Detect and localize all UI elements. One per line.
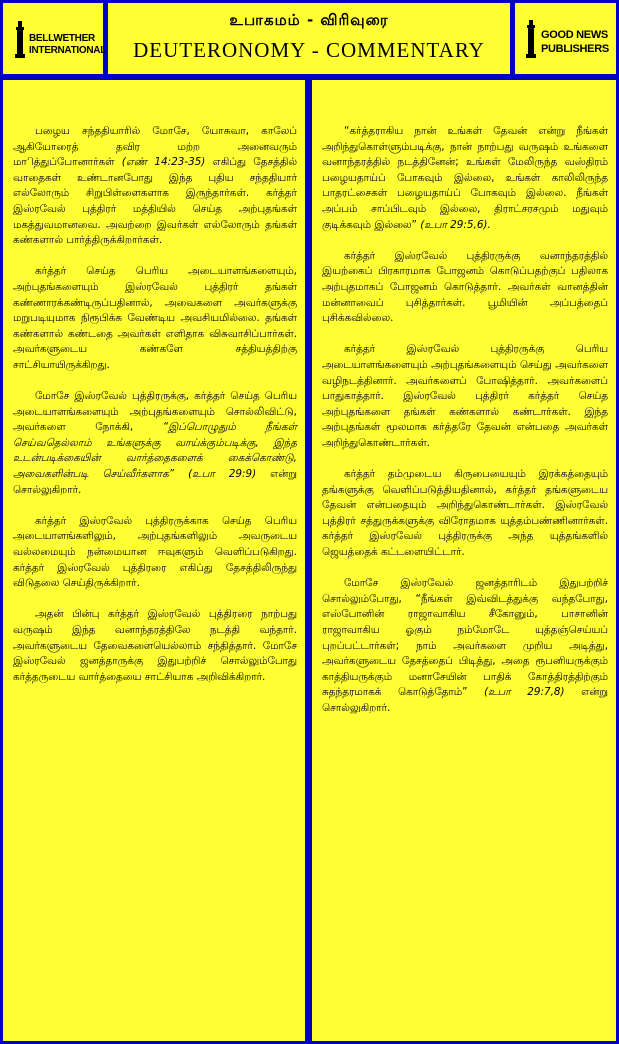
left-paragraph-4 bbox=[13, 514, 297, 592]
good-news-logo bbox=[523, 19, 609, 59]
right-paragraph-3 bbox=[322, 342, 608, 451]
right-paragraph-4 bbox=[322, 467, 608, 561]
left-paragraph-5 bbox=[13, 607, 297, 685]
right-column-text bbox=[322, 124, 608, 732]
page-title-tamil: உபாகமம் - விரிவுரை bbox=[229, 11, 389, 29]
right-column bbox=[312, 80, 616, 1041]
bellwether-tower-icon bbox=[13, 19, 27, 59]
paragraph-text: மோசே இஸ்ரவேல் புத்திரருக்கு, கர்த்தர் செய்த பெரிய அடையாளங்களையும் அற்புதங்களையும் சொல்லிவிட்டு, அவர்களை நோக்கி, bbox=[13, 390, 297, 434]
good-news-logo-line2: PUBLISHERS bbox=[541, 43, 609, 55]
scripture-reference: (உபா 29:7,8) bbox=[484, 686, 565, 699]
paragraph-text: என்று சொல்லுகிறார். bbox=[322, 686, 608, 714]
paragraph-text: என்று சொல்லுகிறார். bbox=[13, 468, 297, 496]
header-title-box bbox=[108, 3, 510, 74]
paragraph-text: கர்த்தர் இஸ்ரவேல் புத்திரருக்கு பெரிய அடையாளங்களையும் அற்புதங்களையும் செய்து அவர்களை வழிநடத்தினார். அவர்களைப் போஷித்தார். அவர்களைப் பாதுகாத்தார். இஸ்ரவேல் புத்திரர் கர்த்தர் செய்த அற்புதங்களை தங்கள் கண்களால் கண்டார்கள். இந்த அற்புதங்கள் மூலமாக கர்த்தரே தேவன் என்பதை அவர்கள் அறிந்துகொண்டார்கள். bbox=[322, 343, 608, 449]
scripture-reference: (உபா 29:5,6). bbox=[420, 218, 491, 231]
bellwether-logo-line2: INTERNATIONAL bbox=[29, 45, 107, 56]
paragraph-text: பழைய சந்ததியாரில் மோசே, யோசுவா, காலேப் ஆகியோரைத் தவிர மற்ற அனைவரும் மாித்துப்போனார்கள் bbox=[13, 125, 297, 169]
left-column-text bbox=[13, 124, 297, 701]
bellwether-logo bbox=[13, 19, 106, 59]
left-paragraph-2 bbox=[13, 264, 297, 373]
good-news-tower-icon bbox=[523, 19, 539, 59]
good-news-logo-line1: GOOD NEWS bbox=[541, 29, 608, 41]
paragraph-text: அதன் பின்பு கர்த்தர் இஸ்ரவேல் புத்திரரை நாற்பது வருஷம் இந்த வனாந்தரத்திலே நடத்தி வந்தார். அவர்களுடைய தேவைகளையெல்லாம் சந்தித்தார். மோசே இஸ்ரவேல் ஜனத்தாருக்கு இதுபற்றிச் சொல்லும்போது கர்த்தருடைய வார்த்தையை சாட்சியாக அறிவிக்கிறார். bbox=[13, 608, 297, 683]
paragraph-text: கர்த்தர் தம்முடைய கிருபையையும் இரக்கத்தையும் தங்களுக்கு வெளிப்படுத்தியதினால், கர்த்தர் தங்களுடைய தேவன் என்பதையும் அறிந்துகொண்டார்கள். இஸ்ரவேல் புத்திரர் சத்துருக்களுக்கு விரோதமாக யுத்தம்பண்ணினார்கள். கர்த்தர் இஸ்ரவேல் புத்திரருக்கு அந்த யுத்தங்களில் ஜெயத்தைக் கட்டளையிட்டார். bbox=[322, 468, 608, 559]
bellwether-logo-box bbox=[3, 3, 107, 74]
left-paragraph-1 bbox=[13, 124, 297, 249]
scripture-quote: “இப்பொழுதும் நீங்கள் செய்வதெல்லாம் உங்களுக்கு வாய்க்கும்படிக்கு, இந்த உடன்படிக்கையின் வார்த்தைகளைக் கைக்கொண்டு, அவைகளின்படி செய்வீர்களாக” (உபா 29:9) bbox=[13, 421, 297, 481]
left-paragraph-3 bbox=[13, 389, 297, 498]
scripture-reference: (எண் 14:23-35) bbox=[121, 156, 206, 169]
paragraph-text: கர்த்தர் இஸ்ரவேல் புத்திரருக்காக செய்த பெரிய அடையாளங்களிலும், அற்புதங்களிலும் அவருடைய வல்லமையும் நன்மையான ஈவுகளும் வெளிப்படுகிறது. கர்த்தர் இஸ்ரவேல் புத்திரரை எகிப்து தேசத்திலிருந்து விடுதலை செய்திருக்கிறார். bbox=[13, 514, 297, 590]
paragraph-text: கர்த்தர் செய்த பெரிய அடையாளங்களையும், அற்புதங்களையும் இஸ்ரவேல் புத்திரர் தங்கள் கண்ணாரக்கண்டிருப்பதினால், அவைகளை அவர்களுக்கு மறுபடியுமாக நிரூபிக்க வேண்டிய அவசியமில்லை. தங்கள் கண்களால் கண்டதை அவர்கள் எளிதாக விசுவாசிப்பார்கள். அவர்களுடைய கண்களே சத்தியத்திற்கு சாட்சியாயிருக்கிறது. bbox=[13, 265, 297, 371]
paragraph-text: எகிப்து தேசத்தில் வாதைகள் உண்டானபோது இந்த புதிய சந்ததியார் எல்லோரும் சிறுபிள்ளைகளாக இருந்தார்கள். கர்த்தர் இஸ்ரவேல் புத்திரர் மத்தியில் செய்த அற்புதங்கள் மகத்துவமானவை. அவற்றை இவர்கள் எல்லோரும் தங்கள் கண்களால் பார்த்திருக்கிறார்கள். bbox=[13, 156, 298, 247]
paragraph-text: மோசே இஸ்ரவேல் ஜனத்தாரிடம் இதுபற்றிச் சொல்லும்போது, “நீங்கள் இவ்விடத்துக்கு வந்தபோது, எஸ்போனின் ராஜாவாகிய சீகோனும், பாசானின் ராஜாவாகிய ஓகும் நம்மோடே யுத்தஞ்செய்யப் புறப்பட்டார்கள்; நாம் அவர்களை முறிய அடித்து, அவர்களுடைய தேசத்தைப் பிடித்து, அதை ரூபனியருக்கும் காத்தியருக்கும் மனாசேயின் பாதிக் கோத்திரத்திற்கும் சுதந்தரமாகக் கொடுத்தோம்” bbox=[322, 577, 608, 699]
left-column bbox=[3, 80, 305, 1041]
page-title-english: DEUTERONOMY - COMMENTARY bbox=[133, 38, 485, 62]
right-paragraph-5 bbox=[322, 576, 608, 716]
paragraph-text: “கர்த்தராகிய நான் உங்கள் தேவன் என்று நீங்கள் அறிந்துகொள்ளும்படிக்கு, நான் நாற்பது வருஷம் உங்களை வனாந்தரத்தில் நடத்தினேன்; உங்கள் மேலிருந்த வஸ்திரம் பழையதாய்ப் போகவும் இல்லை, உங்கள் காலிலிருந்த பாதரட்சைகள் பழையதாய்ப் போகவும் இல்லை. நீங்கள் அப்பம் சாப்பிடவும் இல்லை, திராட்சரசமும் மதுவும் குடிக்கவும் இல்லை” bbox=[322, 125, 608, 231]
bellwether-logo-line1: BELLWETHER bbox=[29, 33, 95, 44]
good-news-logo-box bbox=[515, 3, 616, 74]
right-paragraph-1 bbox=[322, 124, 608, 233]
right-paragraph-2 bbox=[322, 249, 608, 327]
paragraph-text: கர்த்தர் இஸ்ரவேல் புத்திரருக்கு வனாந்தரத்தில் இயற்கைப் பிரகாரமாக போஜனம் கொடுப்பதற்குப் பதிலாக அற்புதமாகப் போஜனம் கொடுத்தார். அவர்கள் வானத்தின் மன்னாவைப் புசித்தார்கள். பூமியின் அப்பத்தைப் புசிக்கவில்லை. bbox=[322, 249, 608, 325]
